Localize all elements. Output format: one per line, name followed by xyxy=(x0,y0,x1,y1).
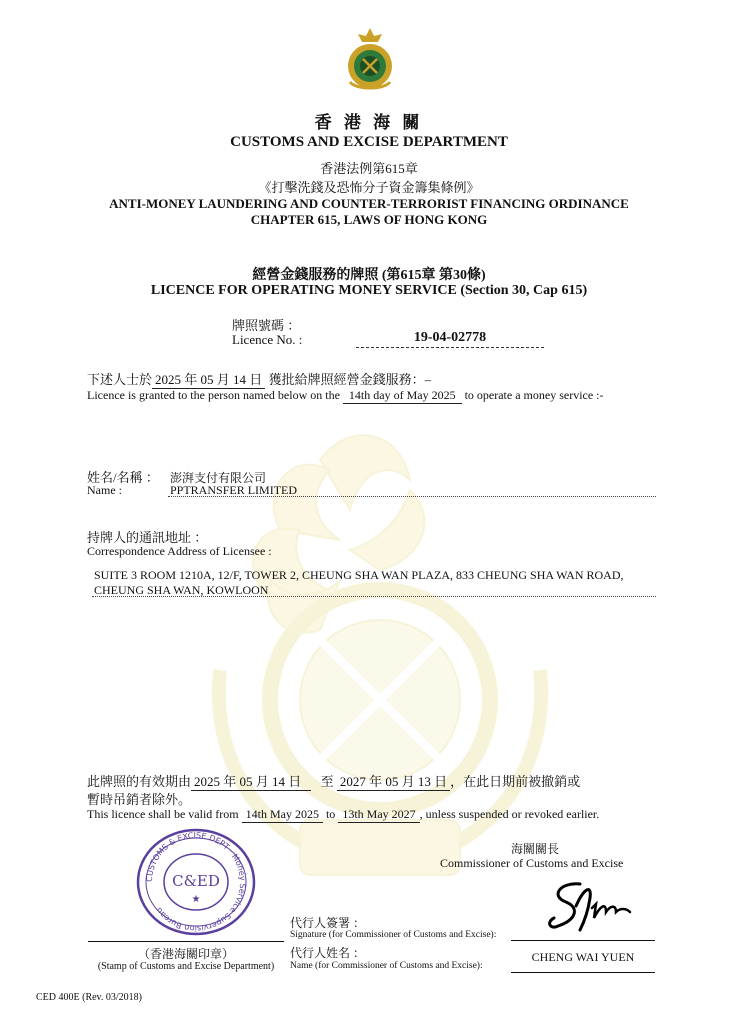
to-day: 13 xyxy=(417,774,431,789)
validity-line-en xyxy=(87,807,599,823)
grant-en-prefix: Licence is granted to the person named below on the xyxy=(87,388,340,402)
validity-en-prefix: This licence shall be valid from xyxy=(87,807,239,821)
grant-cn-date xyxy=(152,369,265,389)
validity-cn-to-date xyxy=(337,771,450,791)
to-month: 05 xyxy=(385,774,399,789)
form-code: CED 400E (Rev. 03/2018) xyxy=(36,992,143,1003)
name-value-cn: 澎湃支付有限公司 xyxy=(170,471,267,485)
validity-cn-suffix: ，在此日期前被撤銷或 xyxy=(450,774,581,789)
stamp-star-icon: ★ xyxy=(191,894,201,905)
to-year: 2027 xyxy=(339,774,366,789)
grant-en-date: 14th day of May 2025 xyxy=(343,388,462,404)
grant-en-suffix: to operate a money service :- xyxy=(464,388,604,402)
signature-rule xyxy=(511,940,655,941)
customs-emblem-logo xyxy=(342,26,398,94)
grant-cn-day: 14 xyxy=(233,372,247,387)
signature-label-cn: 代行人簽署 ： xyxy=(290,916,366,930)
handwritten-signature xyxy=(540,878,636,936)
to-year-char: 年 xyxy=(369,774,383,789)
name-label-en: Name : xyxy=(87,483,122,497)
name-label-signer-cn: 代行人姓名 ： xyxy=(290,946,366,960)
validity-line-cn xyxy=(87,771,580,791)
grant-cn-month: 05 xyxy=(200,372,214,387)
ordinance-en: ANTI-MONEY LAUNDERING AND COUNTER-TERRORIST FINANCING ORDINANCE xyxy=(109,196,629,211)
name-label-signer-en: Name (for Commissioner of Customs and Excise): xyxy=(290,961,483,971)
validity-en-to-word: to xyxy=(325,807,336,821)
licence-title-cn: 經營金錢服務的牌照 (第615章 第30條) xyxy=(252,268,486,283)
grant-line-en xyxy=(87,388,604,404)
grant-cn-prefix: 下述人士於 xyxy=(87,372,153,387)
chapter-cn: 香港法例第615章 xyxy=(320,161,418,176)
address-label-en: Correspondence Address of Licensee : xyxy=(87,544,272,558)
name-value-en: PPTRANSFER LIMITED xyxy=(170,483,298,497)
grant-cn-suffix: 獲批給牌照經營金錢服務：– xyxy=(268,372,432,387)
validity-cn-prefix: 此牌照的有效期由 xyxy=(87,774,192,789)
licence-title-en: LICENCE FOR OPERATING MONEY SERVICE (Section 30, Cap 615) xyxy=(150,283,588,298)
commissioner-en: Commissioner of Customs and Excise xyxy=(440,856,624,870)
validity-cn-to: 至 xyxy=(320,774,334,789)
address-line-2: CHEUNG SHA WAN, KOWLOON xyxy=(94,583,269,597)
grant-cn-year: 2025 xyxy=(155,372,182,387)
commissioner-cn: 海關關長 xyxy=(511,842,560,856)
ordinance-cn: 《打擊洗錢及恐怖分子資金籌集條例》 xyxy=(258,180,480,195)
from-year: 2025 xyxy=(194,774,221,789)
validity-en-suffix: , unless suspended or revoked earlier. xyxy=(419,807,600,821)
validity-en-to: 13th May 2027 xyxy=(338,807,419,823)
stamp-caption-en: (Stamp of Customs and Excise Department) xyxy=(97,961,275,972)
stamp-caption-cn: （香港海關印章） xyxy=(137,947,234,961)
from-year-char: 年 xyxy=(223,774,237,789)
stamp-ring-textpath: CUSTOMS & EXCISE DEPT · Money Service Supervision Bureau xyxy=(144,830,248,934)
address-dotted-line xyxy=(92,596,656,597)
signer-name: CHENG WAI YUEN xyxy=(531,950,635,964)
licence-no-label-en: Licence No. : xyxy=(232,332,303,347)
grant-cn-year-char: 年 xyxy=(184,372,198,387)
stamp-rule xyxy=(88,941,284,942)
from-day-char: 日 xyxy=(288,774,302,789)
licence-number-underline xyxy=(356,347,544,348)
licence-no-label-cn: 牌照號碼 ： xyxy=(232,318,301,333)
grant-line-cn xyxy=(87,369,431,389)
chapter-en: CHAPTER 615, LAWS OF HONG KONG xyxy=(250,212,488,227)
to-month-char: 月 xyxy=(401,774,415,789)
validity-en-from: 14th May 2025 xyxy=(242,807,323,823)
from-day: 14 xyxy=(272,774,286,789)
official-stamp-seal xyxy=(134,826,258,938)
stamp-center-text: C&ED xyxy=(172,872,220,890)
dept-name-en: CUSTOMS AND EXCISE DEPARTMENT xyxy=(230,134,508,150)
name-dotted-line xyxy=(168,496,656,497)
to-day-char: 日 xyxy=(434,774,448,789)
signer-name-rule xyxy=(511,972,655,973)
validity-cn-from xyxy=(191,771,311,791)
address-line-1: SUITE 3 ROOM 1210A, 12/F, TOWER 2, CHEUNG SHA WAN PLAZA, 833 CHEUNG SHA WAN ROAD, xyxy=(94,568,624,582)
validity-cn-line2: 暫時吊銷者除外。 xyxy=(87,792,192,807)
grant-cn-month-char: 月 xyxy=(216,372,230,387)
licence-number: 19-04-02778 xyxy=(413,330,487,345)
address-label-cn: 持牌人的通訊地址 ： xyxy=(87,530,208,545)
dept-name-cn: 香 港 海 關 xyxy=(314,113,424,132)
from-month: 05 xyxy=(239,774,253,789)
grant-cn-day-char: 日 xyxy=(249,372,263,387)
name-label-cn: 姓名/名稱 ： xyxy=(87,470,159,485)
from-month-char: 月 xyxy=(255,774,269,789)
signature-label-en: Signature (for Commissioner of Customs and Excise): xyxy=(290,930,497,940)
